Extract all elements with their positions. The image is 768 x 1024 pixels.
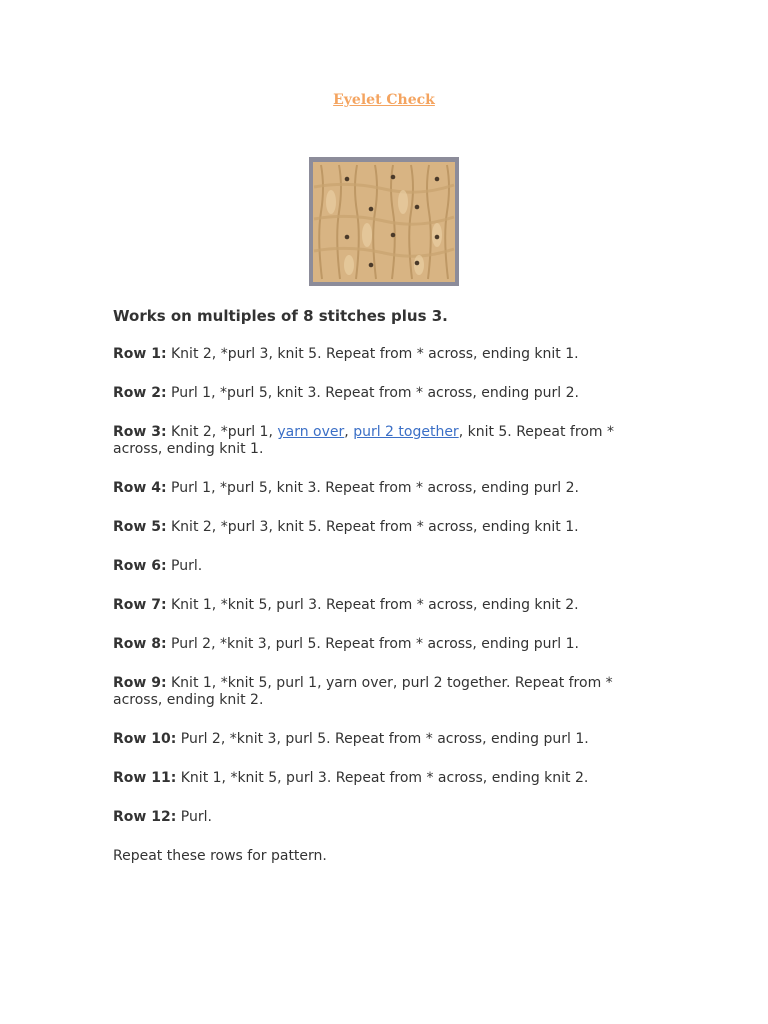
row-text: Knit 1, *knit 5, purl 3. Repeat from * across, ending knit 2. (171, 597, 579, 613)
row-text: Purl 1, *purl 5, knit 3. Repeat from * across, ending purl 2. (171, 480, 579, 496)
row-label: Row 9: (113, 675, 167, 691)
row-text: Purl 2, *knit 3, purl 5. Repeat from * across, ending purl 1. (171, 636, 579, 652)
row-3 (113, 424, 633, 458)
row-text: Knit 1, *knit 5, purl 1, yarn over, purl 2 together. Repeat from * across, ending knit 2. (113, 675, 613, 708)
row-label: Row 5: (113, 519, 167, 535)
row-label: Row 11: (113, 770, 177, 786)
row-label: Row 6: (113, 558, 167, 574)
row-label: Row 4: (113, 480, 167, 496)
row-label: Row 1: (113, 346, 167, 362)
purl-2-together-link[interactable]: purl 2 together (353, 424, 459, 440)
row-label: Row 12: (113, 809, 177, 825)
row-label: Row 8: (113, 636, 167, 652)
row-6 (113, 558, 633, 575)
row-text: Purl. (171, 558, 203, 574)
row-5 (113, 519, 633, 536)
row-text: Purl 2, *knit 3, purl 5. Repeat from * across, ending purl 1. (180, 731, 589, 747)
row-text: Purl 1, *purl 5, knit 3. Repeat from * across, ending purl 2. (171, 385, 579, 401)
row-text: Knit 1, *knit 5, purl 3. Repeat from * across, ending knit 2. (180, 770, 589, 786)
row-11 (113, 770, 633, 787)
row-10 (113, 731, 633, 748)
row-text: Knit 2, *purl 1, (171, 424, 278, 440)
row-label: Row 7: (113, 597, 167, 613)
row-label: Row 3: (113, 424, 167, 440)
row-12 (113, 809, 633, 826)
row-8 (113, 636, 633, 653)
yarn-over-link[interactable]: yarn over (277, 424, 345, 440)
pattern-instructions (113, 308, 633, 887)
repeat-note: Repeat these rows for pattern. (113, 848, 327, 864)
row-1 (113, 346, 633, 363)
row-text: , knit 5. Repeat from * across, ending knit 1. (113, 424, 614, 457)
row-2 (113, 385, 633, 402)
row-text: Knit 2, *purl 3, knit 5. Repeat from * across, ending knit 1. (171, 519, 579, 535)
page-title[interactable]: Eyelet Check (333, 92, 435, 108)
stitch-multiple-note: Works on multiples of 8 stitches plus 3. (113, 307, 448, 325)
row-text: Knit 2, *purl 3, knit 5. Repeat from * across, ending knit 1. (171, 346, 579, 362)
row-7 (113, 597, 633, 614)
row-text: , (344, 424, 354, 440)
knitted-swatch-image (309, 157, 459, 286)
row-4 (113, 480, 633, 497)
row-text: Purl. (180, 809, 212, 825)
row-label: Row 2: (113, 385, 167, 401)
row-9 (113, 675, 633, 709)
row-label: Row 10: (113, 731, 177, 747)
